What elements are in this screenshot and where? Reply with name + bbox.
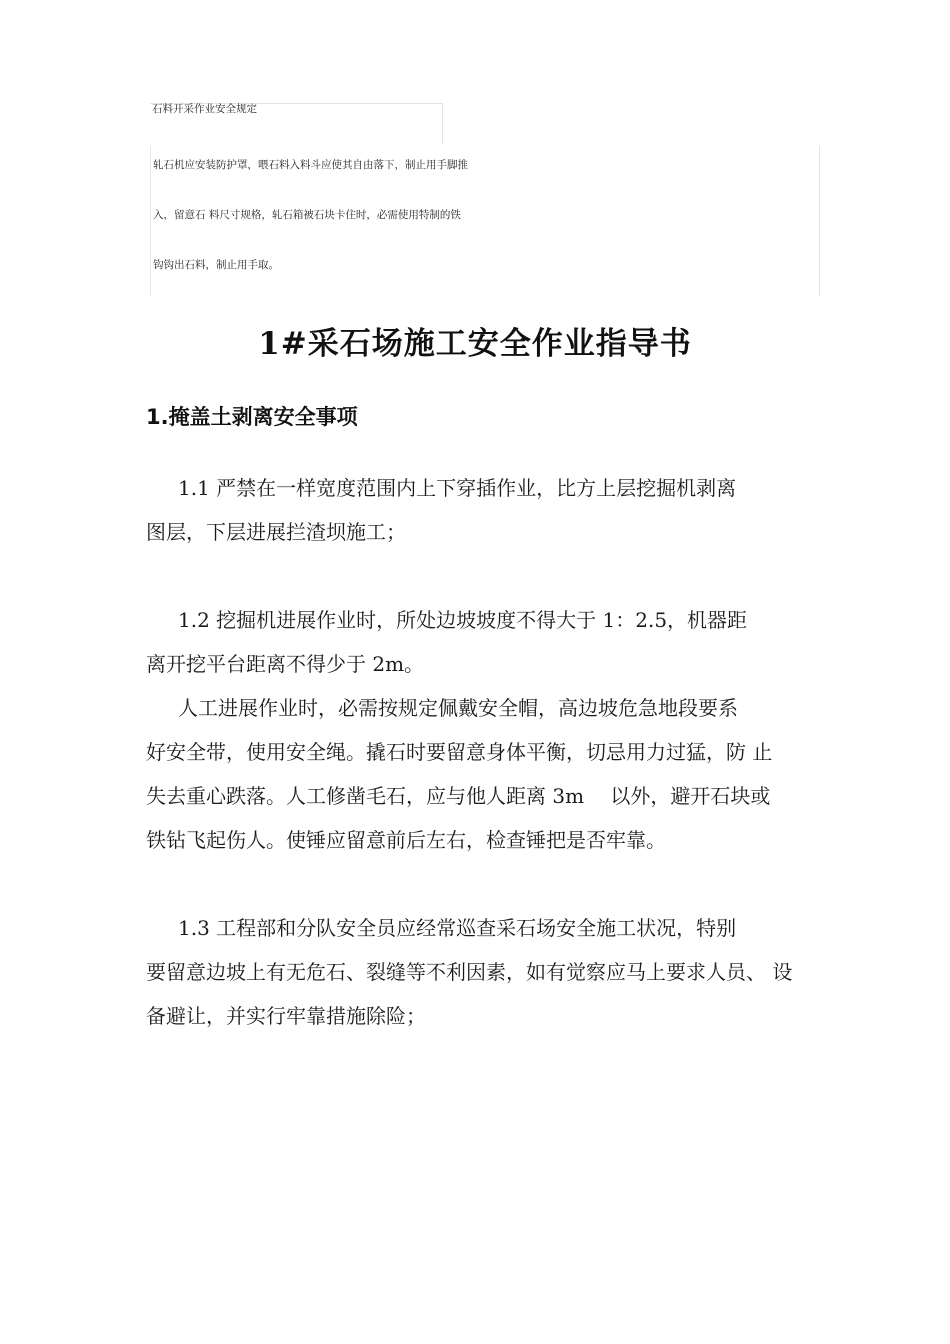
top-table-line: 钩钩出石料，制止用手取。 <box>153 259 279 271</box>
paragraph-line: 人工进展作业时，必需按规定佩戴安全帽，高边坡危急地段要系 <box>178 696 738 720</box>
document-title: 1#采石场施工安全作业指导书 <box>258 326 692 362</box>
paragraph-line: 铁钻飞起伤人。使锤应留意前后左右，检查锤把是否牢靠。 <box>146 828 666 852</box>
paragraph-line: 1.3 工程部和分队安全员应经常巡查采石场安全施工状况，特别 <box>178 916 737 940</box>
section-heading: 1.掩盖土剥离安全事项 <box>146 405 358 429</box>
paragraph-line: 离开挖平台距离不得少于 2m。 <box>146 652 425 676</box>
paragraph-line: 失去重心跌落。人工修凿毛石，应与他人距离 3m 以外，避开石块或 <box>146 784 771 808</box>
paragraph-line: 要留意边坡上有无危石、裂缝等不利因素，如有觉察应马上要求人员、 设 <box>146 960 793 984</box>
top-table-line: 轧石机应安装防护罩，喂石料入料斗应使其自由落下，制止用手脚推 <box>153 159 468 171</box>
top-table-title: 石料开采作业安全规定 <box>152 103 257 115</box>
paragraph-line: 备避让，并实行牢靠措施除险； <box>146 1004 426 1028</box>
top-table-line: 入，留意石 料尺寸规格，轧石箱被石块卡住时，必需使用特制的铁 <box>153 209 461 221</box>
paragraph-line: 图层，下层进展拦渣坝施工； <box>146 520 406 544</box>
paragraph-line: 好安全带，使用安全绳。撬石时要留意身体平衡，切忌用力过猛，防 止 <box>146 740 773 764</box>
paragraph-line: 1.2 挖掘机进展作业时，所处边坡坡度不得大于 1：2.5，机器距 <box>178 608 748 632</box>
paragraph-line: 1.1 严禁在一样宽度范围内上下穿插作业，比方上层挖掘机剥离 <box>178 476 737 500</box>
